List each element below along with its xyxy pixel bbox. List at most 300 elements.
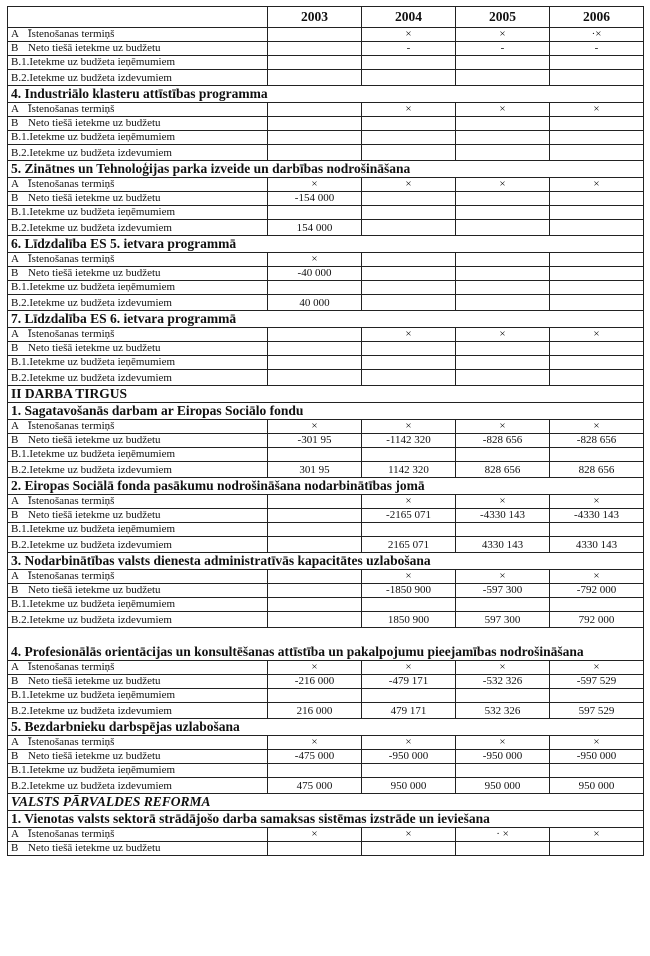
value-cell: × <box>268 736 362 750</box>
row-code: B <box>11 842 19 854</box>
term-row <box>8 178 644 192</box>
value-cell <box>550 131 644 145</box>
row-code: A <box>11 570 19 582</box>
value-cell: -597 300 <box>456 584 550 598</box>
value-cell: × <box>362 420 456 434</box>
value-cell <box>456 206 550 220</box>
value-cell: × <box>362 736 456 750</box>
value-cell: × <box>456 420 550 434</box>
value-cell <box>362 689 456 703</box>
net-impact-row <box>8 584 644 598</box>
row-code: B <box>11 342 19 354</box>
net-impact-row <box>8 342 644 356</box>
row-code: B <box>11 192 19 204</box>
value-cell <box>268 131 362 145</box>
row-code: B <box>11 750 19 762</box>
term-row <box>8 736 644 750</box>
value-cell <box>550 842 644 856</box>
value-cell: 40 000 <box>268 295 362 311</box>
row-label: B.2.Ietekme uz budžeta izdevumiem <box>8 370 268 386</box>
value-cell <box>550 689 644 703</box>
row-code: A <box>11 495 19 507</box>
value-cell: -828 656 <box>456 434 550 448</box>
row-label-text: Īstenošanas termiņš <box>28 828 115 840</box>
value-cell: -2165 071 <box>362 509 456 523</box>
row-label-text: Neto tiešā ietekme uz budžetu <box>28 842 161 854</box>
row-code: B <box>11 509 19 521</box>
revenue-impact-row <box>8 598 644 612</box>
section-title: 4. Profesionālās orientācijas un konsultēšanas attīstība un pakalpojumu pieejamības nodrošināšana <box>8 628 644 661</box>
section-title-row <box>8 719 644 736</box>
term-row <box>8 570 644 584</box>
row-label <box>8 736 268 750</box>
year-header: 2004 <box>362 7 456 28</box>
value-cell <box>550 192 644 206</box>
row-label: B.2.Ietekme uz budžeta izdevumiem <box>8 537 268 553</box>
part-heading-row <box>8 794 644 811</box>
value-cell: × <box>362 495 456 509</box>
row-code: B <box>11 117 19 129</box>
year-header-row <box>8 7 644 28</box>
value-cell: × <box>456 178 550 192</box>
value-cell <box>550 117 644 131</box>
year-header: 2003 <box>268 7 362 28</box>
row-code: B <box>11 42 19 54</box>
row-label-text: Īstenošanas termiņš <box>28 420 115 432</box>
value-cell <box>268 28 362 42</box>
revenue-impact-row <box>8 206 644 220</box>
value-cell <box>362 220 456 236</box>
value-cell: · × <box>456 828 550 842</box>
expenditure-impact-row <box>8 778 644 794</box>
row-label <box>8 328 268 342</box>
value-cell <box>268 689 362 703</box>
section-title: 6. Līdzdalība ES 5. ietvara programmā <box>8 236 644 253</box>
value-cell <box>268 42 362 56</box>
value-cell <box>268 842 362 856</box>
value-cell <box>456 145 550 161</box>
value-cell <box>456 117 550 131</box>
value-cell: × <box>550 570 644 584</box>
header-blank-cell <box>8 7 268 28</box>
row-label-text: Īstenošanas termiņš <box>28 178 115 190</box>
value-cell <box>268 356 362 370</box>
row-label <box>8 828 268 842</box>
value-cell <box>456 342 550 356</box>
value-cell: × <box>362 178 456 192</box>
expenditure-impact-row <box>8 703 644 719</box>
year-header: 2005 <box>456 7 550 28</box>
row-label <box>8 750 268 764</box>
row-code: A <box>11 736 19 748</box>
value-cell: -828 656 <box>550 434 644 448</box>
value-cell <box>362 117 456 131</box>
value-cell <box>456 56 550 70</box>
row-label <box>8 675 268 689</box>
row-label <box>8 509 268 523</box>
section-title: 7. Līdzdalība ES 6. ietvara programmā <box>8 311 644 328</box>
row-code: A <box>11 28 19 40</box>
section-title-row <box>8 311 644 328</box>
value-cell <box>456 523 550 537</box>
part-heading-row <box>8 386 644 403</box>
section-title: 4. Industriālo klasteru attīstības programma <box>8 86 644 103</box>
value-cell <box>362 267 456 281</box>
value-cell <box>268 206 362 220</box>
net-impact-row <box>8 267 644 281</box>
value-cell: 597 300 <box>456 612 550 628</box>
value-cell <box>268 70 362 86</box>
value-cell <box>550 523 644 537</box>
row-label: B.1.Ietekme uz budžeta ieņēmumiem <box>8 56 268 70</box>
row-label-text: Neto tiešā ietekme uz budžetu <box>28 117 161 129</box>
value-cell: 597 529 <box>550 703 644 719</box>
row-label: B.1.Ietekme uz budžeta ieņēmumiem <box>8 131 268 145</box>
value-cell: 2165 071 <box>362 537 456 553</box>
value-cell: × <box>456 495 550 509</box>
value-cell <box>362 206 456 220</box>
value-cell <box>362 145 456 161</box>
row-label-text: Īstenošanas termiņš <box>28 736 115 748</box>
value-cell <box>550 70 644 86</box>
row-label: B.1.Ietekme uz budžeta ieņēmumiem <box>8 448 268 462</box>
value-cell <box>550 253 644 267</box>
value-cell <box>362 192 456 206</box>
value-cell: × <box>550 736 644 750</box>
expenditure-impact-row <box>8 145 644 161</box>
row-label-text: Neto tiešā ietekme uz budžetu <box>28 267 161 279</box>
expenditure-impact-row <box>8 537 644 553</box>
value-cell: 475 000 <box>268 778 362 794</box>
value-cell: -301 95 <box>268 434 362 448</box>
row-label <box>8 495 268 509</box>
value-cell <box>456 220 550 236</box>
value-cell <box>550 281 644 295</box>
row-label: B.2.Ietekme uz budžeta izdevumiem <box>8 145 268 161</box>
section-title-row <box>8 236 644 253</box>
value-cell: 828 656 <box>550 462 644 478</box>
row-label-text: Neto tiešā ietekme uz budžetu <box>28 509 161 521</box>
value-cell <box>456 842 550 856</box>
value-cell <box>268 584 362 598</box>
value-cell <box>550 342 644 356</box>
row-label <box>8 420 268 434</box>
section-title-row <box>8 553 644 570</box>
value-cell: 950 000 <box>550 778 644 794</box>
row-label-text: Īstenošanas termiņš <box>28 253 115 265</box>
value-cell <box>456 356 550 370</box>
section-title-row <box>8 403 644 420</box>
row-label: B.1.Ietekme uz budžeta ieņēmumiem <box>8 598 268 612</box>
row-label: B.2.Ietekme uz budžeta izdevumiem <box>8 778 268 794</box>
value-cell: × <box>268 420 362 434</box>
value-cell <box>268 370 362 386</box>
row-label-text: Īstenošanas termiņš <box>28 661 115 673</box>
row-code: B <box>11 675 19 687</box>
value-cell: × <box>456 736 550 750</box>
expenditure-impact-row <box>8 70 644 86</box>
value-cell: × <box>456 28 550 42</box>
value-cell: × <box>550 828 644 842</box>
value-cell: × <box>456 103 550 117</box>
table-body <box>8 7 644 856</box>
row-code: B <box>11 584 19 596</box>
row-label-text: Neto tiešā ietekme uz budžetu <box>28 584 161 596</box>
value-cell: -216 000 <box>268 675 362 689</box>
revenue-impact-row <box>8 281 644 295</box>
row-label: B.1.Ietekme uz budžeta ieņēmumiem <box>8 206 268 220</box>
part-heading: II DARBA TIRGUS <box>8 386 644 403</box>
section-title: 5. Zinātnes un Tehnoloģijas parka izveide un darbības nodrošināšana <box>8 161 644 178</box>
value-cell <box>362 356 456 370</box>
expenditure-impact-row <box>8 370 644 386</box>
value-cell: × <box>550 420 644 434</box>
section-title-row <box>8 628 644 661</box>
section-title-row <box>8 478 644 495</box>
value-cell <box>362 842 456 856</box>
row-label <box>8 842 268 856</box>
value-cell <box>268 103 362 117</box>
value-cell <box>456 131 550 145</box>
value-cell: -40 000 <box>268 267 362 281</box>
row-code: A <box>11 328 19 340</box>
row-label <box>8 192 268 206</box>
row-label <box>8 253 268 267</box>
value-cell <box>268 764 362 778</box>
value-cell: 216 000 <box>268 703 362 719</box>
value-cell: × <box>362 103 456 117</box>
value-cell: -597 529 <box>550 675 644 689</box>
value-cell: -475 000 <box>268 750 362 764</box>
row-label <box>8 570 268 584</box>
section-title: 3. Nodarbinātības valsts dienesta administratīvās kapacitātes uzlabošana <box>8 553 644 570</box>
value-cell: -950 000 <box>456 750 550 764</box>
value-cell: × <box>268 178 362 192</box>
value-cell: -4330 143 <box>456 509 550 523</box>
term-row <box>8 328 644 342</box>
value-cell: 950 000 <box>362 778 456 794</box>
value-cell <box>550 267 644 281</box>
net-impact-row <box>8 192 644 206</box>
row-label <box>8 661 268 675</box>
value-cell: 479 171 <box>362 703 456 719</box>
value-cell: - <box>550 42 644 56</box>
value-cell <box>550 295 644 311</box>
net-impact-row <box>8 434 644 448</box>
value-cell <box>362 342 456 356</box>
row-code: B <box>11 267 19 279</box>
value-cell <box>362 56 456 70</box>
row-label-text: Neto tiešā ietekme uz budžetu <box>28 42 161 54</box>
value-cell <box>362 131 456 145</box>
value-cell <box>550 206 644 220</box>
row-code: A <box>11 253 19 265</box>
row-code: A <box>11 661 19 673</box>
revenue-impact-row <box>8 131 644 145</box>
value-cell: -950 000 <box>362 750 456 764</box>
value-cell <box>268 342 362 356</box>
row-label <box>8 117 268 131</box>
value-cell: 4330 143 <box>456 537 550 553</box>
value-cell: -950 000 <box>550 750 644 764</box>
value-cell: × <box>362 661 456 675</box>
value-cell <box>268 523 362 537</box>
row-label: B.1.Ietekme uz budžeta ieņēmumiem <box>8 523 268 537</box>
row-label <box>8 103 268 117</box>
value-cell: × <box>456 328 550 342</box>
value-cell: -1850 900 <box>362 584 456 598</box>
revenue-impact-row <box>8 448 644 462</box>
term-row <box>8 103 644 117</box>
value-cell: × <box>362 28 456 42</box>
row-label <box>8 178 268 192</box>
row-label: B.2.Ietekme uz budžeta izdevumiem <box>8 70 268 86</box>
value-cell <box>456 689 550 703</box>
value-cell <box>550 370 644 386</box>
value-cell: -479 171 <box>362 675 456 689</box>
term-row <box>8 828 644 842</box>
value-cell: - <box>362 42 456 56</box>
value-cell: × <box>456 661 550 675</box>
value-cell <box>362 70 456 86</box>
net-impact-row <box>8 509 644 523</box>
value-cell <box>362 370 456 386</box>
value-cell: 532 326 <box>456 703 550 719</box>
value-cell: 154 000 <box>268 220 362 236</box>
section-title: 1. Sagatavošanās darbam ar Eiropas Sociālo fondu <box>8 403 644 420</box>
value-cell: -4330 143 <box>550 509 644 523</box>
value-cell <box>268 117 362 131</box>
value-cell: -532 326 <box>456 675 550 689</box>
row-label-text: Īstenošanas termiņš <box>28 495 115 507</box>
revenue-impact-row <box>8 689 644 703</box>
part-heading: VALSTS PĀRVALDES REFORMA <box>8 794 644 811</box>
value-cell <box>550 764 644 778</box>
revenue-impact-row <box>8 764 644 778</box>
year-header: 2006 <box>550 7 644 28</box>
value-cell: × <box>550 328 644 342</box>
section-title-row <box>8 161 644 178</box>
value-cell <box>362 281 456 295</box>
row-code: A <box>11 103 19 115</box>
value-cell: × <box>268 828 362 842</box>
value-cell <box>362 295 456 311</box>
value-cell: 950 000 <box>456 778 550 794</box>
row-label: B.2.Ietekme uz budžeta izdevumiem <box>8 612 268 628</box>
row-label: B.1.Ietekme uz budžeta ieņēmumiem <box>8 764 268 778</box>
value-cell: -154 000 <box>268 192 362 206</box>
section-title: 2. Eiropas Sociālā fonda pasākumu nodrošināšana nodarbinātības jomā <box>8 478 644 495</box>
row-label: B.1.Ietekme uz budžeta ieņēmumiem <box>8 281 268 295</box>
value-cell: 1850 900 <box>362 612 456 628</box>
net-impact-row <box>8 750 644 764</box>
row-label-text: Īstenošanas termiņš <box>28 570 115 582</box>
value-cell: -1142 320 <box>362 434 456 448</box>
value-cell <box>268 56 362 70</box>
row-label: B.1.Ietekme uz budžeta ieņēmumiem <box>8 689 268 703</box>
value-cell <box>362 448 456 462</box>
value-cell <box>550 448 644 462</box>
revenue-impact-row <box>8 356 644 370</box>
value-cell: × <box>550 661 644 675</box>
row-label <box>8 342 268 356</box>
row-label: B.2.Ietekme uz budžeta izdevumiem <box>8 220 268 236</box>
value-cell <box>268 509 362 523</box>
term-row <box>8 253 644 267</box>
row-label <box>8 584 268 598</box>
net-impact-row <box>8 842 644 856</box>
value-cell: × <box>456 570 550 584</box>
value-cell <box>362 598 456 612</box>
value-cell: × <box>268 661 362 675</box>
section-title-row <box>8 811 644 828</box>
value-cell: 301 95 <box>268 462 362 478</box>
value-cell: × <box>550 103 644 117</box>
value-cell <box>268 145 362 161</box>
row-label-text: Īstenošanas termiņš <box>28 103 115 115</box>
value-cell: × <box>550 495 644 509</box>
value-cell: 1142 320 <box>362 462 456 478</box>
value-cell: -792 000 <box>550 584 644 598</box>
value-cell <box>456 281 550 295</box>
value-cell <box>456 448 550 462</box>
row-code: A <box>11 828 19 840</box>
value-cell <box>362 253 456 267</box>
value-cell <box>550 56 644 70</box>
value-cell <box>456 295 550 311</box>
revenue-impact-row <box>8 523 644 537</box>
row-label-text: Neto tiešā ietekme uz budžetu <box>28 434 161 446</box>
value-cell: 828 656 <box>456 462 550 478</box>
value-cell <box>456 192 550 206</box>
section-title: 1. Vienotas valsts sektorā strādājošo darba samaksas sistēmas izstrāde un ieviešana <box>8 811 644 828</box>
row-label-text: Neto tiešā ietekme uz budžetu <box>28 675 161 687</box>
section-title-row <box>8 86 644 103</box>
expenditure-impact-row <box>8 295 644 311</box>
row-label: B.2.Ietekme uz budžeta izdevumiem <box>8 703 268 719</box>
value-cell: × <box>362 328 456 342</box>
row-label: B.2.Ietekme uz budžeta izdevumiem <box>8 462 268 478</box>
section-title: 5. Bezdarbnieku darbspējas uzlabošana <box>8 719 644 736</box>
value-cell <box>268 281 362 295</box>
value-cell: × <box>550 178 644 192</box>
value-cell <box>550 356 644 370</box>
term-row <box>8 661 644 675</box>
row-label: B.1.Ietekme uz budžeta ieņēmumiem <box>8 356 268 370</box>
row-code: B <box>11 434 19 446</box>
value-cell <box>456 267 550 281</box>
value-cell <box>456 598 550 612</box>
value-cell <box>268 537 362 553</box>
value-cell <box>268 328 362 342</box>
value-cell <box>456 70 550 86</box>
value-cell <box>362 523 456 537</box>
term-row <box>8 495 644 509</box>
row-label <box>8 42 268 56</box>
term-row <box>8 420 644 434</box>
value-cell <box>268 570 362 584</box>
value-cell <box>268 612 362 628</box>
value-cell <box>456 764 550 778</box>
term-row <box>8 28 644 42</box>
value-cell: × <box>268 253 362 267</box>
row-label-text: Neto tiešā ietekme uz budžetu <box>28 192 161 204</box>
net-impact-row <box>8 675 644 689</box>
value-cell: ·× <box>550 28 644 42</box>
value-cell: - <box>456 42 550 56</box>
value-cell: 792 000 <box>550 612 644 628</box>
row-code: A <box>11 178 19 190</box>
